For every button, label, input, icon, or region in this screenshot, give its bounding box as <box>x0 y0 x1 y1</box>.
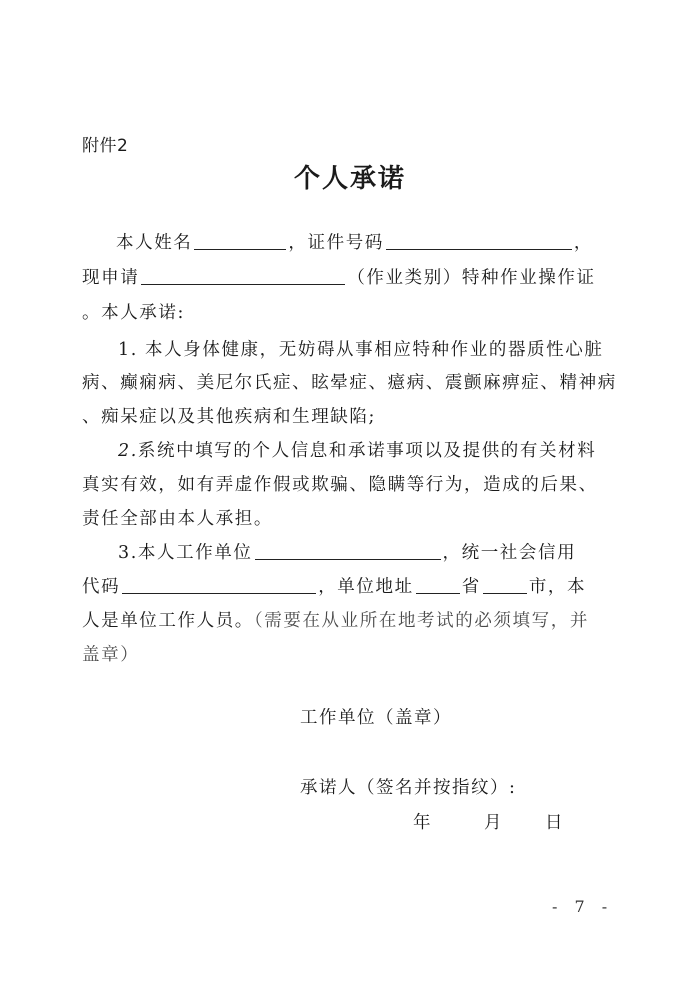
name-label: 本人姓名 <box>116 233 193 253</box>
item1-line3: 、痴呆症以及其他疾病和生理缺陷; <box>82 407 376 427</box>
apply-suffix: （作业类别）特种作业操作证 <box>347 268 596 288</box>
city-field[interactable] <box>483 573 527 594</box>
attachment-label: 附件2 <box>82 136 129 156</box>
name-id-line: 本人姓名 ，证件号码 ， <box>82 228 622 258</box>
work-unit-field[interactable] <box>255 539 441 560</box>
date-line <box>413 808 564 838</box>
page-number: - 7 - <box>552 897 614 916</box>
item1-line2: 病、癫痫病、美尼尔氏症、眩晕症、癔病、震颤麻痹症、精神病 <box>82 373 617 393</box>
id-label: 证件号码 <box>307 233 384 253</box>
item3-line3: 人是单位工作人员。（需要在从业所在地考试的必须填写，并 <box>82 611 589 631</box>
item2-line1: 2.系统中填写的个人信息和承诺事项以及提供的有关材料 <box>118 441 597 461</box>
name-field[interactable] <box>194 229 286 250</box>
promiser-signature-label: 承诺人（签名并按指纹）: <box>300 778 517 798</box>
item1-line1: 1. 本人身体健康，无妨碍从事相应特种作业的器质性心脏 <box>118 340 604 360</box>
note-text-cont: 盖章） <box>82 645 140 665</box>
apply-line <box>82 263 622 293</box>
year-label: 年 <box>413 813 432 833</box>
item2-line3: 责任全部由本人承担。 <box>82 509 273 529</box>
code-label: 代码 <box>82 577 121 597</box>
credit-code-field[interactable] <box>122 573 316 594</box>
item3-line2: 代码 ，单位地址 省 市，本 <box>82 572 622 602</box>
month-label: 月 <box>484 813 503 833</box>
item2-number: 2. <box>118 441 138 461</box>
unit-seal-label: 工作单位（盖章） <box>300 708 452 728</box>
promise-intro: 。本人承诺: <box>82 303 185 323</box>
id-number-field[interactable] <box>386 229 572 250</box>
province-field[interactable] <box>416 573 460 594</box>
note-text: （需要在从业所在地考试的必须填写，并 <box>253 611 589 631</box>
item2-line2: 真实有效，如有弄虚作假或欺骗、隐瞒等行为，造成的后果、 <box>82 475 598 495</box>
operation-category-field[interactable] <box>141 264 345 285</box>
day-label: 日 <box>545 813 564 833</box>
document-title: 个人承诺 <box>293 164 406 194</box>
apply-prefix: 现申请 <box>82 268 140 288</box>
item3-line1: 3.本人工作单位 ，统一社会信用 <box>82 538 622 568</box>
